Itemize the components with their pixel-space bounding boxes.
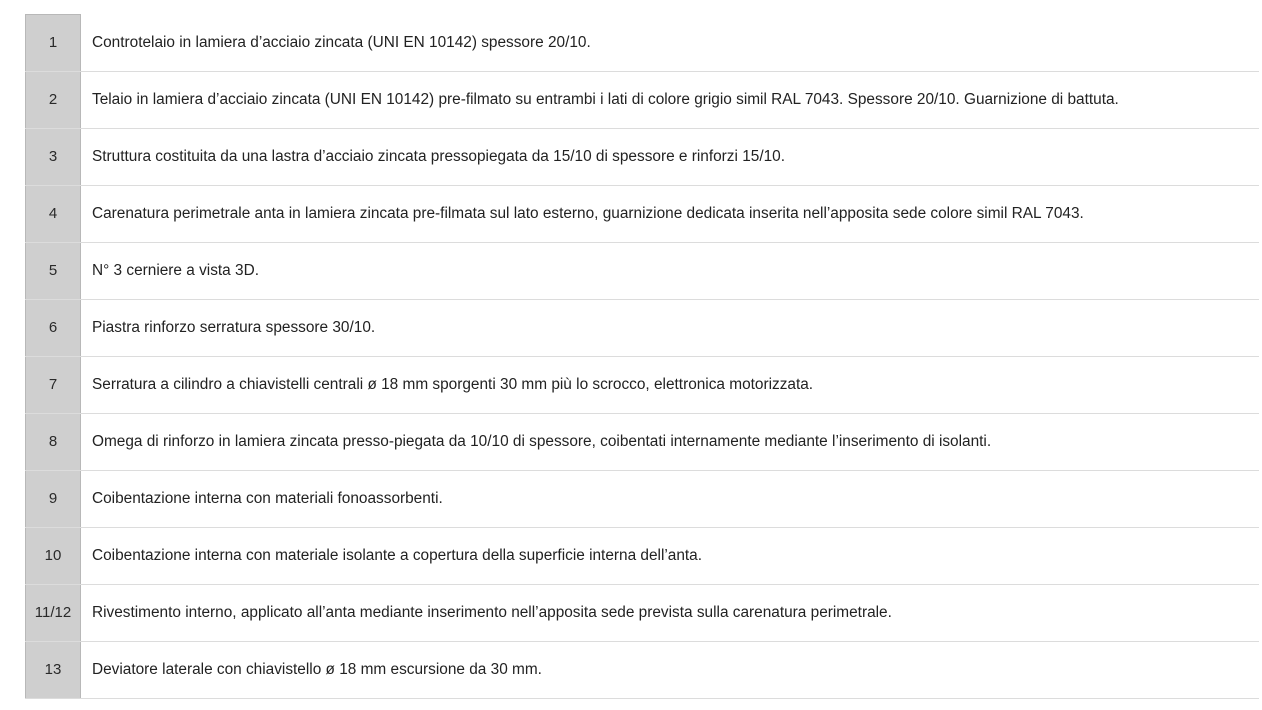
table-row [26,243,1260,300]
table-row [26,414,1260,471]
table-row [26,585,1260,642]
table-row [26,642,1260,699]
table-row [26,357,1260,414]
row-description: Controtelaio in lamiera d’acciaio zincata (UNI EN 10142) spessore 20/10. [81,15,1260,72]
row-number: 10 [26,528,81,585]
row-number: 6 [26,300,81,357]
row-description: Carenatura perimetrale anta in lamiera zincata pre-filmata sul lato esterno, guarnizione dedicata inserita nell’apposita sede colore simil RAL 7043. [81,186,1260,243]
row-number: 3 [26,129,81,186]
table-row [26,72,1260,129]
row-description: Omega di rinforzo in lamiera zincata presso-piegata da 10/10 di spessore, coibentati internamente mediante l’inserimento di isolanti. [81,414,1260,471]
row-number: 4 [26,186,81,243]
row-number: 2 [26,72,81,129]
row-number: 13 [26,642,81,699]
table-row [26,528,1260,585]
table-row [26,15,1260,72]
row-description: Coibentazione interna con materiale isolante a copertura della superficie interna dell’anta. [81,528,1260,585]
row-description: Deviatore laterale con chiavistello ø 18 mm escursione da 30 mm. [81,642,1260,699]
table-row [26,129,1260,186]
table-row [26,186,1260,243]
spec-table [25,14,1259,699]
table-row [26,471,1260,528]
spec-table-body [26,15,1260,699]
row-description: Struttura costituita da una lastra d’acciaio zincata pressopiegata da 15/10 di spessore e rinforzi 15/10. [81,129,1260,186]
row-description: Coibentazione interna con materiali fonoassorbenti. [81,471,1260,528]
row-number: 5 [26,243,81,300]
row-number: 8 [26,414,81,471]
table-row [26,300,1260,357]
row-number: 9 [26,471,81,528]
row-description: Serratura a cilindro a chiavistelli centrali ø 18 mm sporgenti 30 mm più lo scrocco, elettronica motorizzata. [81,357,1260,414]
row-number: 11/12 [26,585,81,642]
row-description: N° 3 cerniere a vista 3D. [81,243,1260,300]
row-number: 7 [26,357,81,414]
row-number: 1 [26,15,81,72]
row-description: Rivestimento interno, applicato all’anta mediante inserimento nell’apposita sede prevista sulla carenatura perimetrale. [81,585,1260,642]
row-description: Telaio in lamiera d’acciaio zincata (UNI EN 10142) pre-filmato su entrambi i lati di colore grigio simil RAL 7043. Spessore 20/10. Guarnizione di battuta. [81,72,1260,129]
row-description: Piastra rinforzo serratura spessore 30/10. [81,300,1260,357]
